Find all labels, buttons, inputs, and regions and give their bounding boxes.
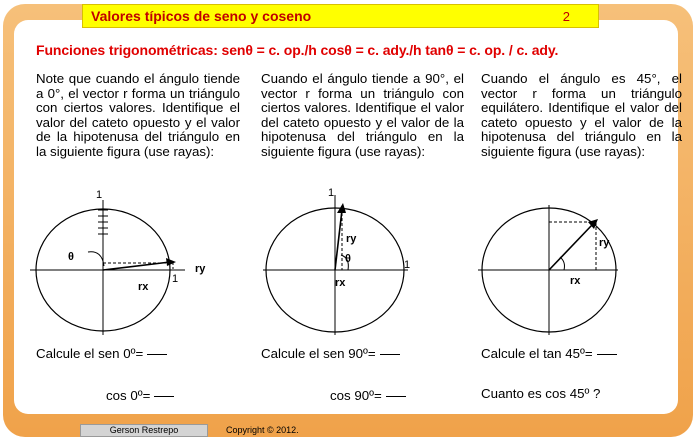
formula-subtitle: Funciones trigonométricas: senθ = c. op./h cosθ = c. ady./h tanθ = c. op. / c. ady. bbox=[36, 42, 559, 58]
column-2-text: Cuando el ángulo tiende a 90°, el vector r forma un triángulo con ciertos valores. Identifique el valor del cateto opuesto y el valor de la hipotenusa del triángulo en la siguiente figura (use rayas): bbox=[261, 71, 464, 159]
answer-blank[interactable] bbox=[597, 354, 617, 355]
calc-sen-0 bbox=[36, 346, 167, 361]
diagram-angle-45 bbox=[478, 190, 678, 345]
calc-cos-0-label: cos 0º= bbox=[106, 388, 151, 403]
author-badge: Gerson Restrepo bbox=[80, 424, 208, 437]
calc-sen-0-label: Calcule el sen 0º= bbox=[36, 346, 144, 361]
page-title: Valores típicos de seno y coseno bbox=[91, 8, 312, 24]
angle-label: θ bbox=[345, 253, 351, 265]
calc-tan-45 bbox=[481, 346, 617, 361]
rx-label: rx bbox=[138, 281, 149, 293]
page-number: 2 bbox=[562, 9, 570, 24]
column-3-text: Cuando el ángulo es 45°, el vector r forma un triángulo equilátero. Identifique el valor del cateto opuesto y el valor de la hipotenusa del triángulo en la siguiente figura (use rayas): bbox=[481, 71, 682, 159]
calc-sen-90-label: Calcule el sen 90º= bbox=[261, 346, 376, 361]
calc-cos-90 bbox=[330, 388, 406, 403]
ry-label: ry bbox=[195, 263, 206, 275]
calc-cos-45-label: Cuanto es cos 45º ? bbox=[481, 386, 601, 401]
y-tick-label: 1 bbox=[96, 189, 103, 201]
answer-blank[interactable] bbox=[386, 396, 406, 397]
calc-cos-45 bbox=[481, 386, 600, 401]
ry-label: ry bbox=[346, 233, 357, 245]
x-tick-label: 1 bbox=[404, 259, 411, 271]
vector-r bbox=[549, 225, 592, 270]
vector-arrowhead bbox=[166, 258, 176, 266]
vector-r bbox=[335, 210, 342, 270]
calc-sen-90 bbox=[261, 346, 400, 361]
calc-cos-0 bbox=[106, 388, 174, 403]
calc-cos-90-label: cos 90º= bbox=[330, 388, 382, 403]
answer-blank[interactable] bbox=[154, 396, 174, 397]
rx-label: rx bbox=[335, 277, 346, 289]
x-tick-label: 1 bbox=[172, 273, 179, 285]
calc-tan-45-label: Calcule el tan 45º= bbox=[481, 346, 593, 361]
title-bar bbox=[82, 4, 599, 28]
column-1-text: Note que cuando el ángulo tiende a 0°, el vector r forma un triángulo con ciertos valores. Identifique el valor del cateto opuesto y el valor de la hipotenusa del triángulo en la siguiente figura (use rayas): bbox=[36, 71, 240, 159]
angle-arc bbox=[560, 257, 565, 270]
angle-arc bbox=[88, 252, 104, 266]
y-tick-label: 1 bbox=[328, 187, 335, 199]
diagram-angle-90 bbox=[258, 187, 458, 345]
angle-label: θ bbox=[68, 251, 74, 263]
rx-label: rx bbox=[570, 275, 581, 287]
answer-blank[interactable] bbox=[147, 354, 167, 355]
diagram-angle-0 bbox=[30, 190, 230, 345]
answer-blank[interactable] bbox=[380, 354, 400, 355]
copyright: Copyright © 2012. bbox=[226, 425, 299, 435]
ry-label: ry bbox=[599, 237, 610, 249]
